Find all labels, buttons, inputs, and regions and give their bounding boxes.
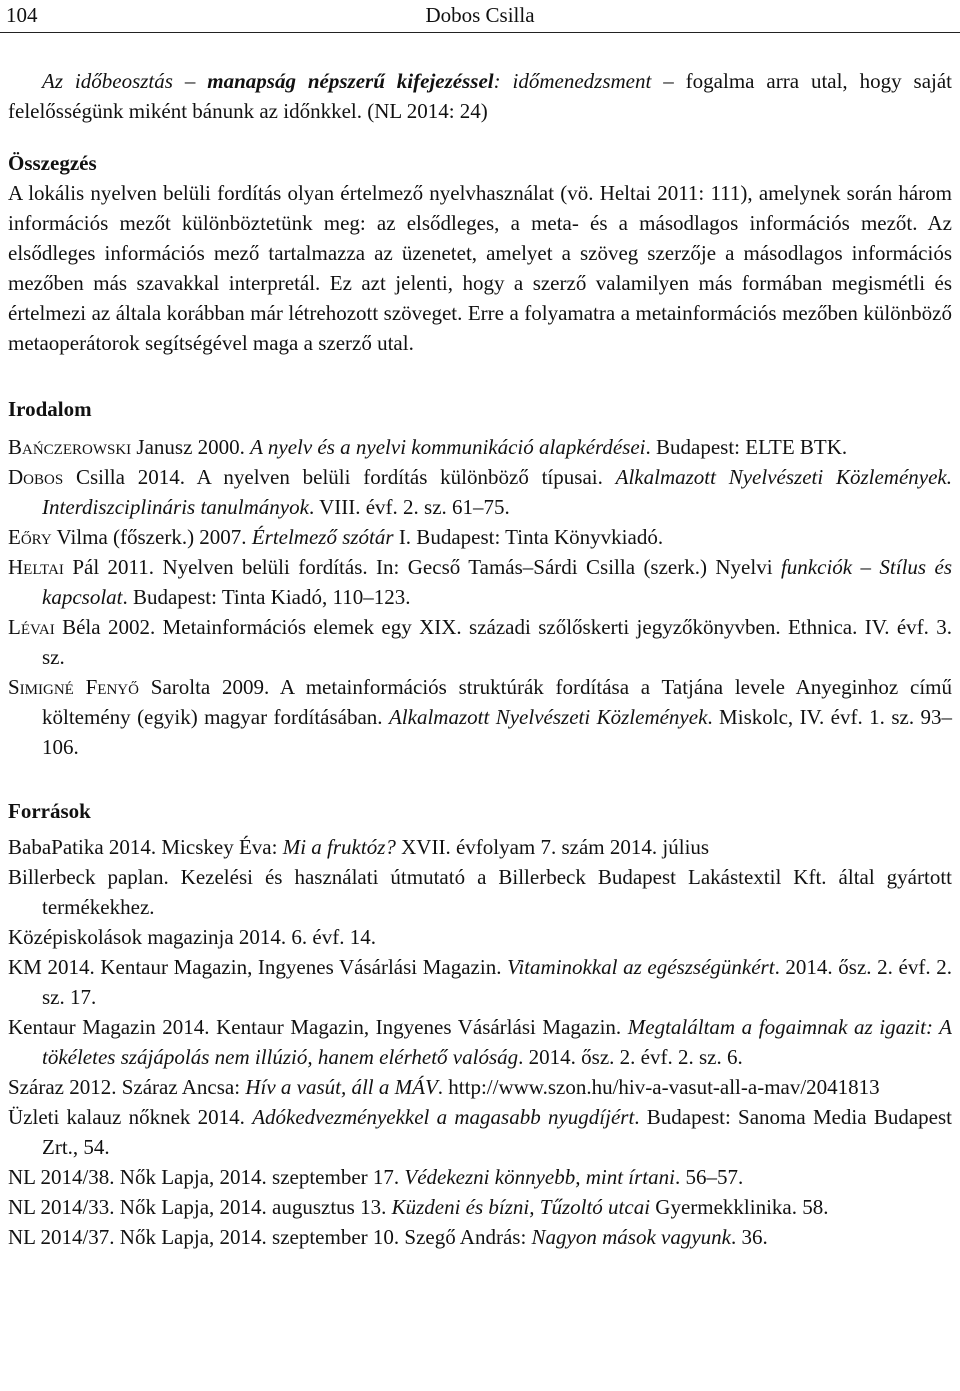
summary-paragraph: A lokális nyelven belüli fordítás olyan értelmező nyelvhasználat (vö. Heltai 2011: 111), amelynek során három információs mezőt különböztetünk meg: az elsődleges, a meta- és a másodlagos információs mezőt. Az elsődleges információs mező tartalmazza az üzenetet, amelyet a szöveg szerzője a másodlagos információs mezőben más szavakkal interpretál. Ez azt jelenti, hogy a szerző valamilyen más formában megismétli és értelmezi az általa korábban már létrehozott szöveget. Erre a folyamatra a metainformációs mezőben különböző metaoperátorok segítségével maga a szerző utal. — [8, 181, 952, 355]
reference-item: Bańczerowski Janusz 2000. A nyelv és a nyelvi kommunikáció alapkérdései. Budapest: ELTE BTK. — [8, 435, 848, 459]
reference-item: Simigné Fenyő Sarolta 2009. A metainformációs struktúrák fordítása a Tatjána levele Anyeginhoz című költemény (egyik) magyar fordításában. Alkalmazott Nyelvészeti Közlemények. Miskolc, IV. évf. 1. sz. 93–106. — [8, 675, 953, 759]
reference-author: Dobos — [8, 465, 64, 489]
source-item: Kentaur Magazin 2014. Kentaur Magazin, Ingyenes Vásárlási Magazin. Megtaláltam a fogaimnak az igazit: A tökéletes szájápolás nem illúzió, hanem elérhető valóság. 2014. ősz. 2. évf. 2. sz. 6. — [8, 1015, 952, 1069]
source-item: KM 2014. Kentaur Magazin, Ingyenes Vásárlási Magazin. Vitaminokkal az egészségünkért. 2014. ősz. 2. évf. 2. sz. 17. — [8, 955, 952, 1009]
page-number: 104 — [6, 3, 38, 27]
quote-citation: . (NL 2014: 24) — [356, 99, 488, 123]
source-item: NL 2014/33. Nők Lapja, 2014. augusztus 13. Küzdeni és bízni, Tűzoltó utcai Gyermekklinika. 58. — [8, 1195, 829, 1219]
literature-heading: Irodalom — [8, 397, 92, 421]
quote-emphasis: manapság népszerű kifejezéssel — [207, 69, 494, 93]
reference-author: Bańczerowski — [8, 435, 132, 459]
page-content — [8, 66, 952, 1252]
source-item: Üzleti kalauz nőknek 2014. Adókedvezményekkel a magasabb nyugdíjért. Budapest: Sanoma Media Budapest Zrt., 54. — [8, 1105, 952, 1159]
header-rule — [0, 32, 960, 33]
sources-heading: Források — [8, 799, 91, 823]
quote-text: Az időbeosztás – — [42, 69, 208, 93]
literature-list — [8, 432, 952, 762]
source-item: NL 2014/37. Nők Lapja, 2014. szeptember 10. Szegő András: Nagyon mások vagyunk. 36. — [8, 1225, 768, 1249]
source-item: Középiskolások magazinja 2014. 6. évf. 14. — [8, 925, 376, 949]
reference-author: Lévai — [8, 615, 55, 639]
source-item: BabaPatika 2014. Micskey Éva: Mi a fruktóz? XVII. évfolyam 7. szám 2014. július — [8, 835, 710, 859]
block-quote — [8, 66, 952, 126]
reference-item: Lévai Béla 2002. Metainformációs elemek egy XIX. századi szőlőskerti jegyzőkönyvben. Ethnica. IV. évf. 3. sz. — [8, 615, 953, 669]
source-item: Billerbeck paplan. Kezelési és használati útmutató a Billerbeck Budapest Lakástextil Kft. által gyártott termékekhez. — [8, 865, 952, 919]
sources-list — [8, 832, 952, 1252]
reference-author: Fenyő — [73, 675, 139, 699]
source-url: . http://www.szon.hu/hiv-a-vasut-all-a-mav/2041813 — [437, 1075, 880, 1099]
source-item: NL 2014/38. Nők Lapja, 2014. szeptember 17. Védekezni könnyebb, mint írtani. 56–57. — [8, 1165, 744, 1189]
reference-item: Heltai Pál 2011. Nyelven belüli fordítás. In: Gecső Tamás–Sárdi Csilla (szerk.) Nyelvi funkciók – Stílus és kapcsolat. Budapest: Tinta Kiadó, 110–123. — [8, 555, 952, 609]
reference-item: Eőry Vilma (főszerk.) 2007. Értelmező szótár I. Budapest: Tinta Könyvkiadó. — [8, 525, 664, 549]
page-header — [0, 0, 960, 34]
reference-author: Heltai — [8, 555, 64, 579]
quote-text: : időmenedzsment – — [493, 69, 686, 93]
reference-item: Dobos Csilla 2014. A nyelven belüli fordítás különböző típusai. Alkalmazott Nyelvészeti Közlemények. Interdiszciplináris tanulmányok. VIII. évf. 2. sz. 61–75. — [8, 465, 952, 519]
reference-author: Simigné — [8, 675, 74, 699]
quote-text: fogalma arra utal, hogy saját felelősségünk miként bánunk az időnkkel — [8, 69, 952, 123]
reference-author: Eőry — [8, 525, 52, 549]
running-head: Dobos Csilla — [425, 3, 535, 27]
source-item: Száraz 2012. Száraz Ancsa: Hív a vasút, áll a MÁV. http://www.szon.hu/hiv-a-vasut-all-a-mav/2041813 — [8, 1075, 880, 1099]
summary-heading: Összegzés — [8, 151, 97, 175]
